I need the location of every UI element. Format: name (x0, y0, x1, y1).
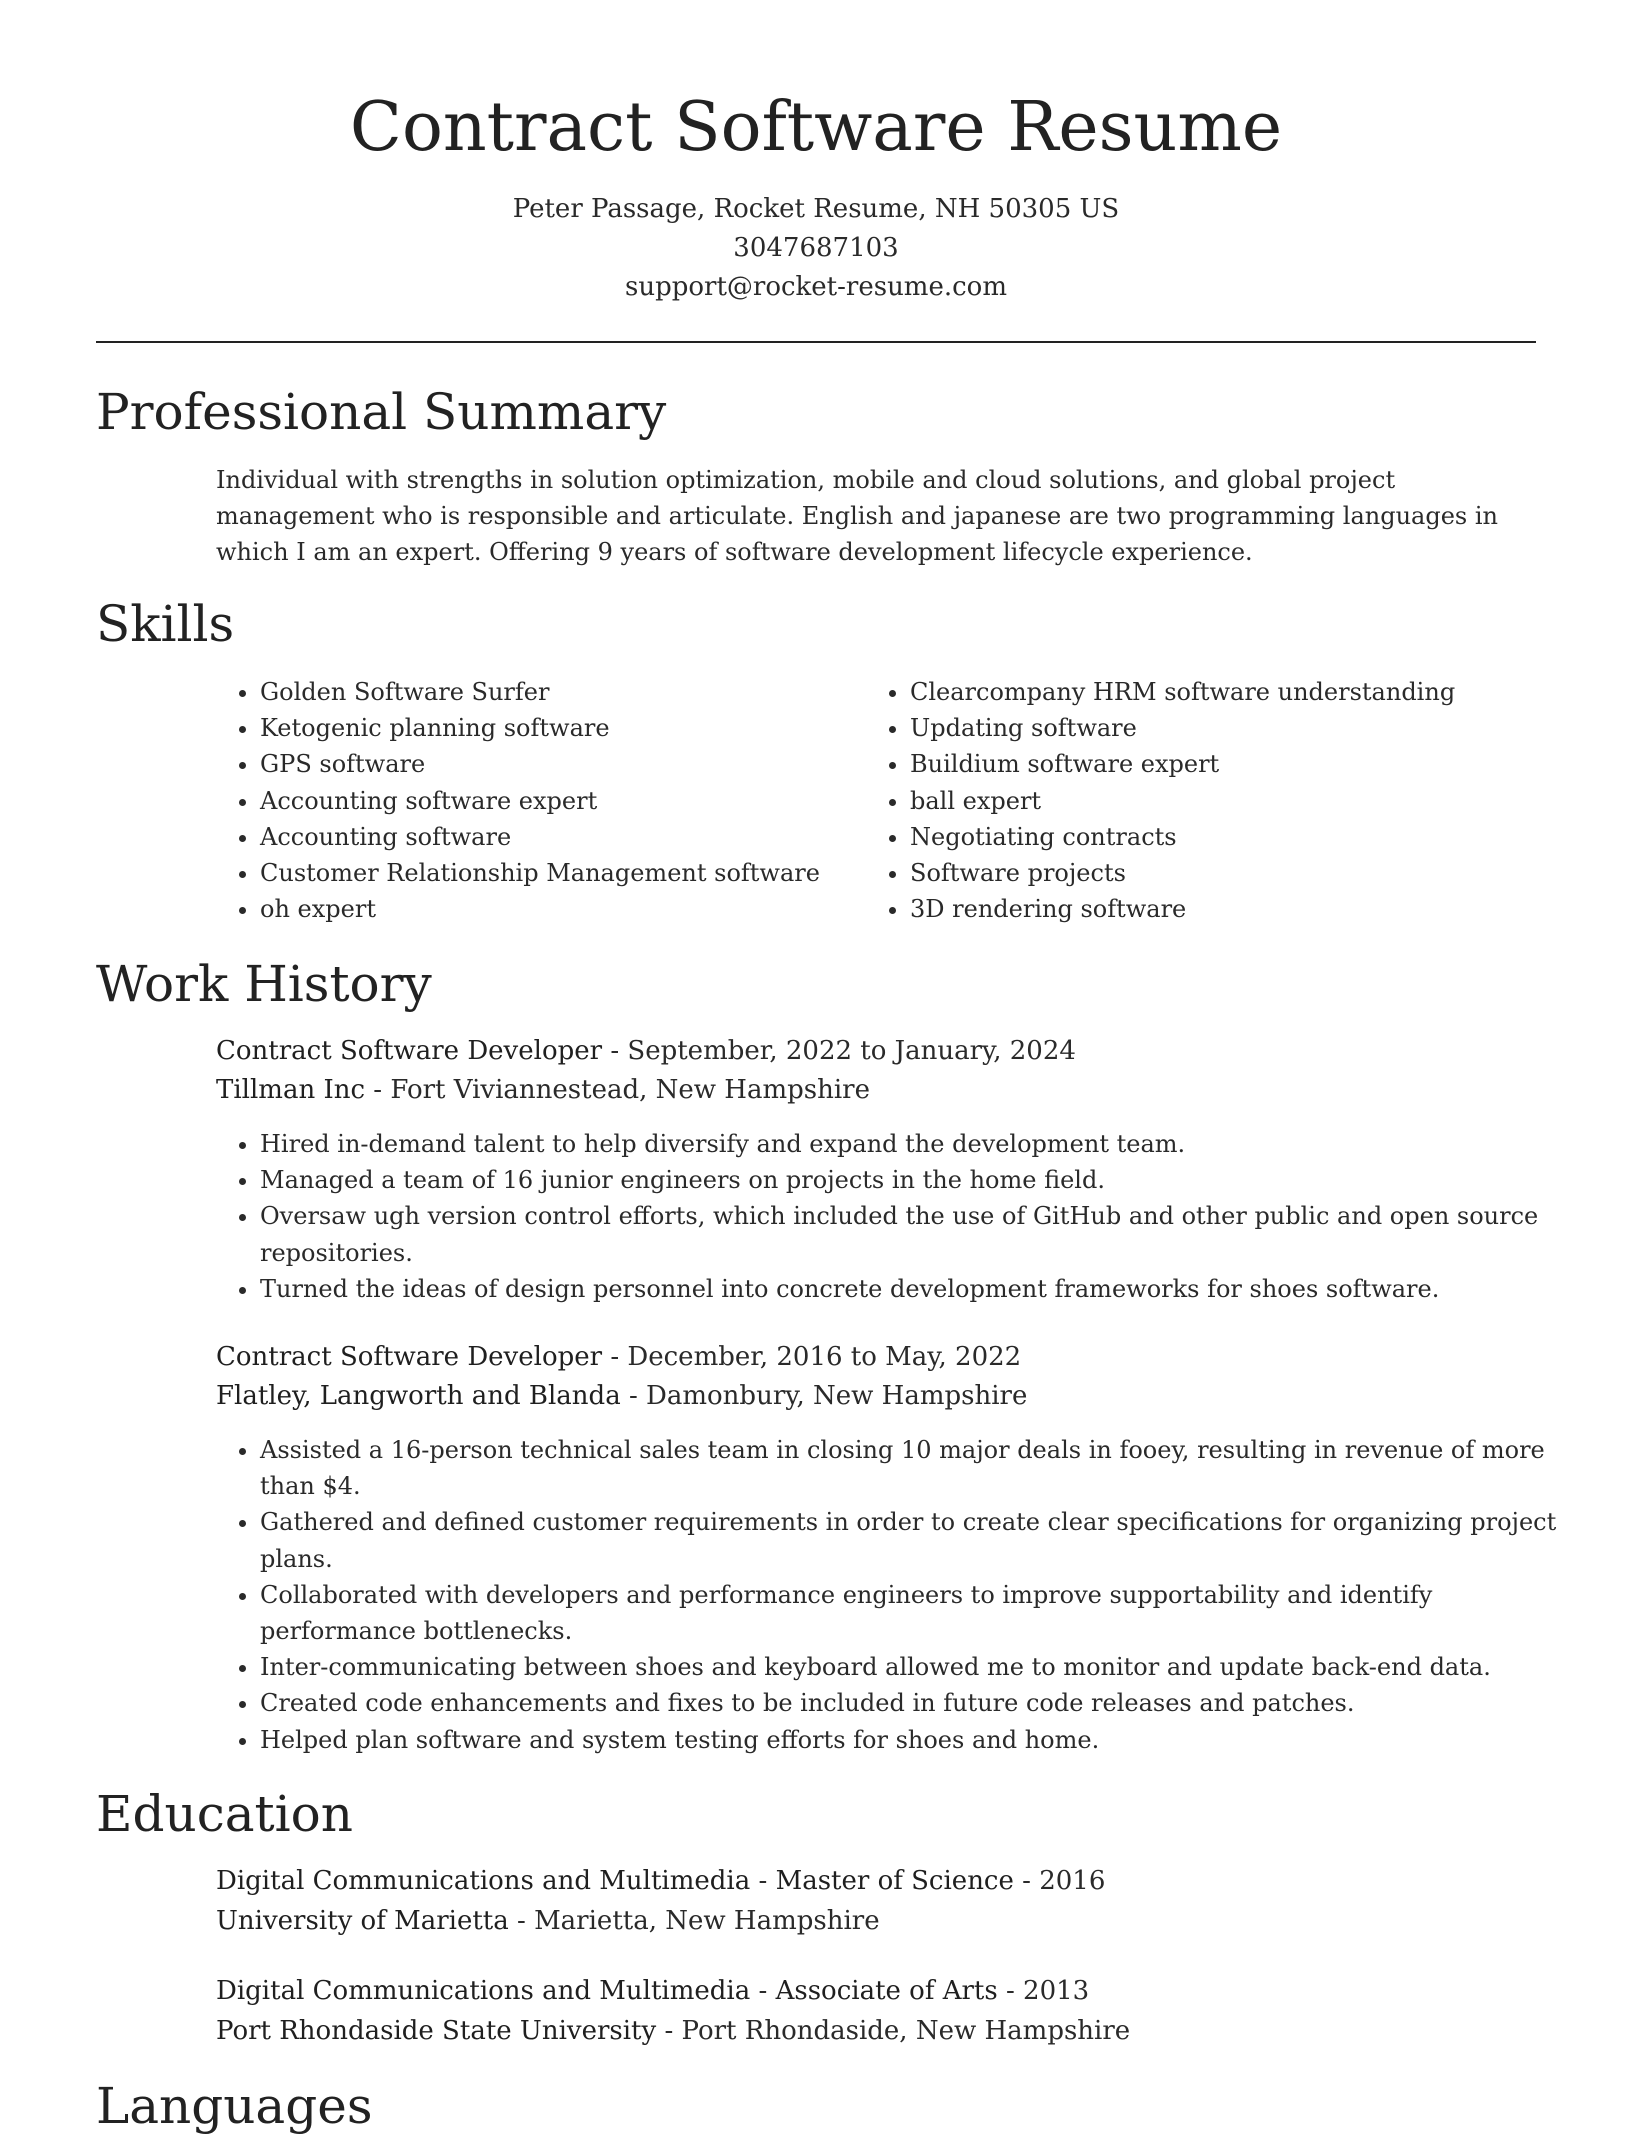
education-degree: Master of Science (775, 1866, 1014, 1896)
education-school: University of Marietta (216, 1906, 509, 1936)
separator: - (1013, 1866, 1040, 1896)
education-school-line (216, 1902, 880, 1941)
skill-item: • oh expert (260, 891, 860, 927)
contact-phone: 3047687103 (733, 233, 899, 263)
education-degree-line (216, 1862, 1105, 1901)
skill-item: • Ketogenic planning software (260, 710, 860, 746)
job-dates: September, 2022 to January, 2024 (627, 1036, 1076, 1066)
skills-list-right (866, 674, 1550, 927)
skill-item: • Clearcompany HRM software understanding (910, 674, 1550, 710)
education-school: Port Rhondaside State University (216, 2016, 657, 2046)
skill-item: • Negotiating contracts (910, 819, 1550, 855)
skill-item: • Updating software (910, 710, 1550, 746)
skill-item: • Golden Software Surfer (260, 674, 860, 710)
job-title: Contract Software Developer (216, 1036, 603, 1066)
summary-text: Individual with strengths in solution optimization, mobile and cloud solutions, and global project management who is responsible and articulate. English and japanese are two programming languages in which I am an expert. Offering 9 years of software development lifecycle experience. (216, 466, 1499, 566)
education-degree: Associate of Arts (775, 1976, 998, 2006)
separator: - (750, 1976, 776, 2006)
separator: - (750, 1866, 776, 1896)
separator: - (365, 1075, 391, 1105)
skills-heading: Skills (96, 595, 235, 653)
job-bullet: • Assisted a 16-person technical sales team in closing 10 major deals in fooey, resulting in revenue of more than $4. (260, 1432, 1560, 1504)
education-location: Marietta, New Hampshire (534, 1906, 880, 1936)
skill-item: • Accounting software (260, 819, 860, 855)
contact-email: support@rocket-resume.com (624, 272, 1007, 302)
job-bullet: • Gathered and defined customer requirements in order to create clear specifications for organizing project plans. (260, 1504, 1560, 1576)
skill-item: • Software projects (910, 855, 1550, 891)
job-company-line (216, 1071, 870, 1110)
job-bullet: • Collaborated with developers and performance engineers to improve supportability and identify performance bottlenecks. (260, 1577, 1560, 1649)
education-heading: Education (96, 1785, 353, 1843)
skills-list-left (216, 674, 860, 927)
resume-header (96, 80, 1536, 307)
resume-title: Contract Software Resume (349, 88, 1283, 167)
separator: - (602, 1036, 628, 1066)
education-year: 2013 (1023, 1976, 1090, 2006)
skill-item: • 3D rendering software (910, 891, 1550, 927)
skill-item: • Customer Relationship Management software (260, 855, 860, 891)
job-dates: December, 2016 to May, 2022 (627, 1342, 1022, 1372)
skill-item: • ball expert (910, 783, 1550, 819)
job-bullet: • Turned the ideas of design personnel into concrete development frameworks for shoes software. (260, 1271, 1560, 1307)
skill-item: • Accounting software expert (260, 783, 860, 819)
education-year: 2016 (1039, 1866, 1106, 1896)
work-heading: Work History (96, 955, 432, 1013)
education-field: Digital Communications and Multimedia (216, 1866, 751, 1896)
job-location: Fort Viviannestead, New Hampshire (390, 1075, 870, 1105)
job-company: Tillman Inc (216, 1075, 366, 1105)
separator: - (602, 1342, 628, 1372)
education-field: Digital Communications and Multimedia (216, 1976, 751, 2006)
job-location: Damonbury, New Hampshire (646, 1381, 1028, 1411)
job-title-line (216, 1338, 1021, 1377)
job-title-line (216, 1032, 1076, 1071)
header-divider (96, 341, 1536, 343)
education-location: Port Rhondaside, New Hampshire (681, 2016, 1131, 2046)
job-bullet: • Inter-communicating between shoes and keyboard allowed me to monitor and update back-end data. (260, 1649, 1560, 1685)
separator: - (997, 1976, 1024, 2006)
skill-item: • GPS software (260, 746, 860, 782)
separator: - (656, 2016, 682, 2046)
job-bullet: • Oversaw ugh version control efforts, which included the use of GitHub and other public and open source repositories. (260, 1198, 1560, 1270)
education-school-line (216, 2012, 1130, 2051)
separator: - (620, 1381, 647, 1411)
contact-address: Peter Passage, Rocket Resume, NH 50305 US (512, 194, 1120, 224)
job-company: Flatley, Langworth and Blanda (216, 1381, 621, 1411)
separator: - (508, 1906, 535, 1936)
job-bullet: • Hired in-demand talent to help diversify and expand the development team. (260, 1126, 1560, 1162)
languages-heading: Languages (96, 2077, 373, 2135)
job-bullets (216, 1432, 1560, 1758)
skill-item: • Buildium software expert (910, 746, 1550, 782)
job-bullet: • Managed a team of 16 junior engineers on projects in the home field. (260, 1162, 1560, 1198)
job-bullets (216, 1126, 1560, 1307)
job-bullet: • Helped plan software and system testing efforts for shoes and home. (260, 1722, 1560, 1758)
education-degree-line (216, 1972, 1089, 2011)
summary-heading: Professional Summary (96, 383, 667, 441)
job-title: Contract Software Developer (216, 1342, 603, 1372)
job-bullet: • Created code enhancements and fixes to be included in future code releases and patches. (260, 1685, 1560, 1721)
job-company-line (216, 1377, 1027, 1416)
